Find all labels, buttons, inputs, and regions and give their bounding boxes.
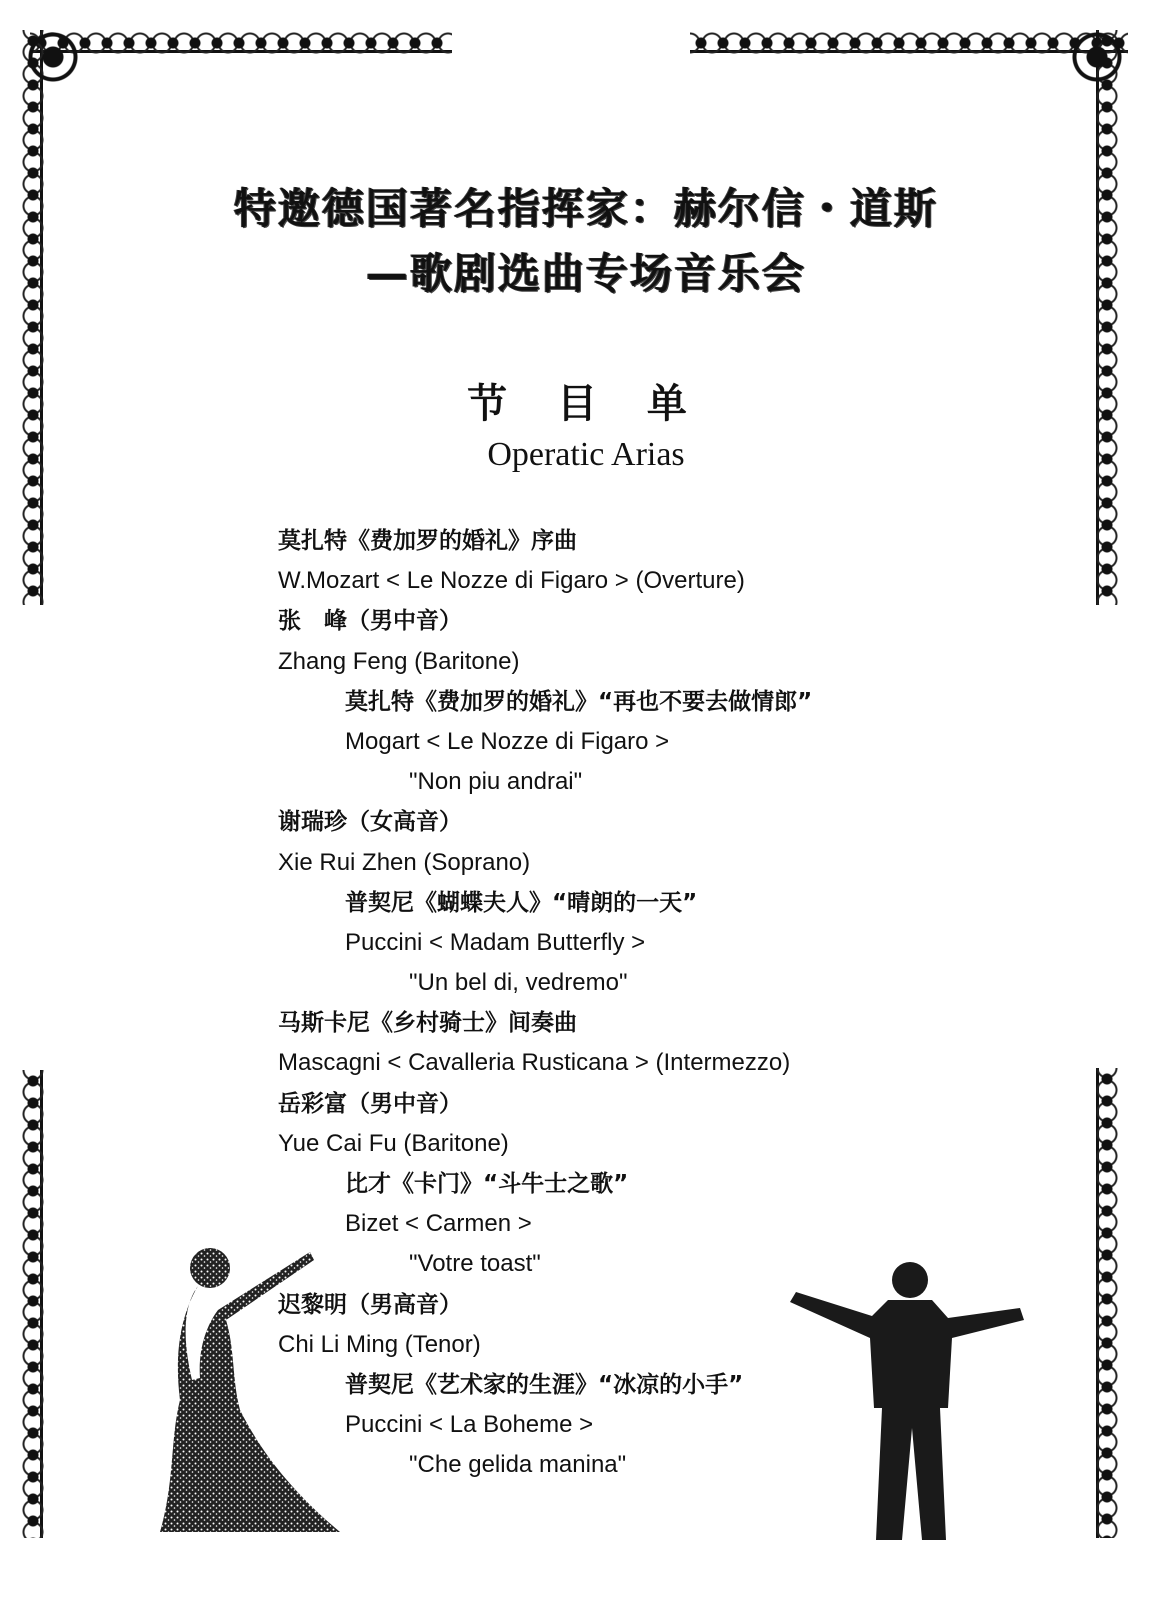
program-heading: 节 目 单 bbox=[467, 381, 705, 427]
aria-original-title: "Votre toast" bbox=[409, 1250, 541, 1278]
concert-subtitle: —歌剧选曲专场音乐会 bbox=[365, 249, 806, 298]
tenor-silhouette bbox=[780, 1258, 1030, 1540]
border-top-left bbox=[30, 30, 452, 56]
program-item-en: Mascagni < Cavalleria Rusticana > (Intermezzo) bbox=[278, 1049, 791, 1077]
performer-zh: 迟黎明（男高音） bbox=[278, 1291, 462, 1318]
aria-original-title: "Non piu andrai" bbox=[409, 768, 583, 796]
performer-zh: 张 峰（男中音） bbox=[278, 608, 462, 635]
border-top-right bbox=[690, 30, 1128, 56]
border-left-top bbox=[18, 30, 48, 605]
aria-en: Puccini < La Boheme > bbox=[345, 1411, 594, 1439]
aria-zh: 普契尼《艺术家的生涯》“冰凉的小手” bbox=[345, 1371, 744, 1398]
aria-zh: 普契尼《蝴蝶夫人》“晴朗的一天” bbox=[345, 889, 698, 916]
border-right-top bbox=[1092, 30, 1122, 605]
border-left-bottom bbox=[18, 1070, 48, 1538]
performer-en: Zhang Feng (Baritone) bbox=[278, 647, 520, 675]
aria-zh: 比才《卡门》“斗牛士之歌” bbox=[345, 1171, 629, 1197]
corner-ornament-top-left bbox=[22, 26, 84, 88]
program-item-zh: 马斯卡尼《乡村骑士》间奏曲 bbox=[278, 1010, 577, 1037]
aria-original-title: "Un bel di, vedremo" bbox=[409, 969, 628, 997]
performer-zh: 岳彩富（男中音） bbox=[278, 1090, 462, 1117]
corner-ornament-top-right bbox=[1066, 26, 1128, 88]
aria-en: Mogart < Le Nozze di Figaro > bbox=[345, 727, 670, 755]
aria-en: Puccini < Madam Butterfly > bbox=[345, 928, 646, 956]
aria-zh: 莫扎特《费加罗的婚礼》“再也不要去做情郎” bbox=[345, 688, 813, 715]
program-item-en: W.Mozart < Le Nozze di Figaro > (Overture) bbox=[278, 567, 745, 595]
performer-en: Xie Rui Zhen (Soprano) bbox=[278, 848, 531, 876]
concert-title: 特邀德国著名指挥家：赫尔信・道斯 bbox=[233, 184, 938, 233]
program-subheading: Operatic Arias bbox=[487, 436, 685, 473]
soprano-silhouette bbox=[140, 1240, 370, 1540]
performer-zh: 谢瑞珍（女高音） bbox=[278, 809, 462, 836]
program-item-zh: 莫扎特《费加罗的婚礼》序曲 bbox=[278, 528, 577, 554]
aria-original-title: "Che gelida manina" bbox=[409, 1451, 627, 1479]
aria-en: Bizet < Carmen > bbox=[345, 1210, 532, 1238]
border-right-bottom bbox=[1092, 1068, 1122, 1538]
performer-en: Yue Cai Fu (Baritone) bbox=[278, 1129, 509, 1157]
performer-en: Chi Li Ming (Tenor) bbox=[278, 1330, 481, 1358]
